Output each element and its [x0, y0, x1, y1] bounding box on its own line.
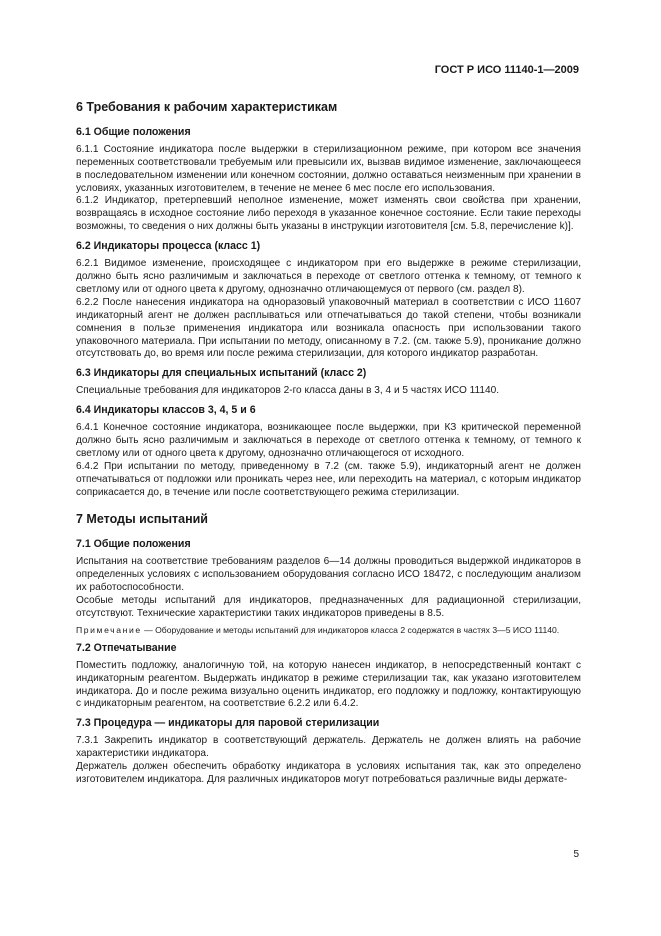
paragraph-7-1-a: Испытания на соответствие требованиям разделов 6—14 должны проводиться выдержкой индикаторов в определенных условиях с использованием оборудования согласно ИСО 18472, с последующим анализом их работоспособности. — [76, 556, 581, 594]
note-label: Примечание — [76, 624, 142, 635]
section-6-2-title: 6.2 Индикаторы процесса (класс 1) — [76, 240, 261, 253]
paragraph-6-2-1: 6.2.1 Видимое изменение, происходящее с индикатором при его выдержке в режиме стерилизации, должно быть ясно различимым и заключаться в переходе от светлого оттенка к темному, от темного к светлому или от одного цвета к другому, однозначно отличающемуся от первого (см. раздел 8). — [76, 258, 581, 295]
section-7-title: 7 Методы испытаний — [76, 512, 208, 527]
paragraph-6-2-2: 6.2.2 После нанесения индикатора на одноразовый упаковочный материал в соответствии с ИСО 11607 индикаторный агент не должен расплываться или отпечатываться до такой степени, чтобы возникали сомнения в пользе применения индикатора или возникала опасность при использовании такого упаковочного материала. При испытании по методу, описанному в 7.2. (см. также 5.9), проникание должно отсутствовать до, во время или после режима стерилизации, для которого индикатор разработан. — [76, 296, 581, 360]
paragraph-6-3: Специальные требования для индикаторов 2-го класса даны в 3, 4 и 5 частях ИСО 11140. — [76, 385, 500, 397]
paragraph-7-1-b: Особые методы испытаний для индикаторов, предназначенных для радиационной стерилизации, отсутствуют. Технические характеристики таких индикаторов приведены в 8.5. — [76, 595, 581, 619]
section-6-4-title: 6.4 Индикаторы классов 3, 4, 5 и 6 — [76, 404, 256, 417]
section-7-2-title: 7.2 Отпечатывание — [76, 641, 177, 654]
note-7-1 — [76, 625, 581, 636]
section-7-3-title: 7.3 Процедура — индикаторы для паровой стерилизации — [76, 717, 380, 730]
paragraph-7-3-2: Держатель должен обеспечить обработку индикатора в условиях испытания так, как это определено изготовителем индикатора. Для различных индикаторов могут потребоваться различные виды держате- — [76, 761, 581, 785]
page-number: 5 — [573, 849, 579, 860]
section-6-title: 6 Требования к рабочим характеристикам — [76, 100, 338, 114]
paragraph-6-4-2: 6.4.2 При испытании по методу, приведенному в 7.2 (см. также 5.9), индикаторный агент не должен отпечатываться от подложки или проникать через нее, или переходить на материал, с которым индикатор соприкасается до, в течение или после соответствующего режима стерилизации. — [76, 460, 581, 498]
section-6-1-title: 6.1 Общие положения — [76, 125, 191, 138]
paragraph-6-1-2: 6.1.2 Индикатор, претерпевший неполное изменение, может изменять свои свойства при хранении, возвращаясь в исходное состояние либо переходя в указанное конечное состояние. Если такие переходы возможны, то сведения о них должны быть указаны в инструкции изготовителя [см. 5.8, перечисление k)]. — [76, 195, 581, 233]
paragraph-7-2: Поместить подложку, аналогичную той, на которую нанесен индикатор, в непосредственный контакт с индикаторным реагентом. Выдержать индикатор в режиме стерилизации так, как указано изготовителем индикатора. До и после режима визуально оценить индикатор, его подложку и подложку, контактирующую с индикаторным реагентом, на соответствие 6.2.2 или 6.4.2. — [76, 659, 581, 710]
standard-header: ГОСТ Р ИСО 11140-1—2009 — [434, 64, 579, 76]
section-6-3-title: 6.3 Индикаторы для специальных испытаний (класс 2) — [76, 367, 367, 380]
section-7-1-title: 7.1 Общие положения — [76, 538, 191, 551]
note-text: — Оборудование и методы испытаний для индикаторов класса 2 содержатся в частях 3—5 ИСО 11140. — [141, 624, 560, 635]
paragraph-6-4-1: 6.4.1 Конечное состояние индикатора, возникающее после выдержки, при КЗ критической переменной должно быть ясно различимым и заключаться в переходе от светлого оттенка к темному, от темного к светлому или от одного цвета к другому, однозначно отличающегося от исходного. — [76, 422, 581, 459]
paragraph-7-3-1: 7.3.1 Закрепить индикатор в соответствующий держатель. Держатель не должен влиять на рабочие характеристики индикатора. — [76, 735, 581, 760]
page-content — [76, 94, 581, 787]
paragraph-6-1-1: 6.1.1 Состояние индикатора после выдержки в стерилизационном режиме, при котором все значения переменных соответствовали требуемым или превысили их, вызвав видимое изменение, заключающееся в последовательном изменении или конечном состоянии, должно оставаться неизменным при хранении в условиях, указанных изготовителем, в течение не менее 6 мес после его использования. — [76, 143, 581, 194]
